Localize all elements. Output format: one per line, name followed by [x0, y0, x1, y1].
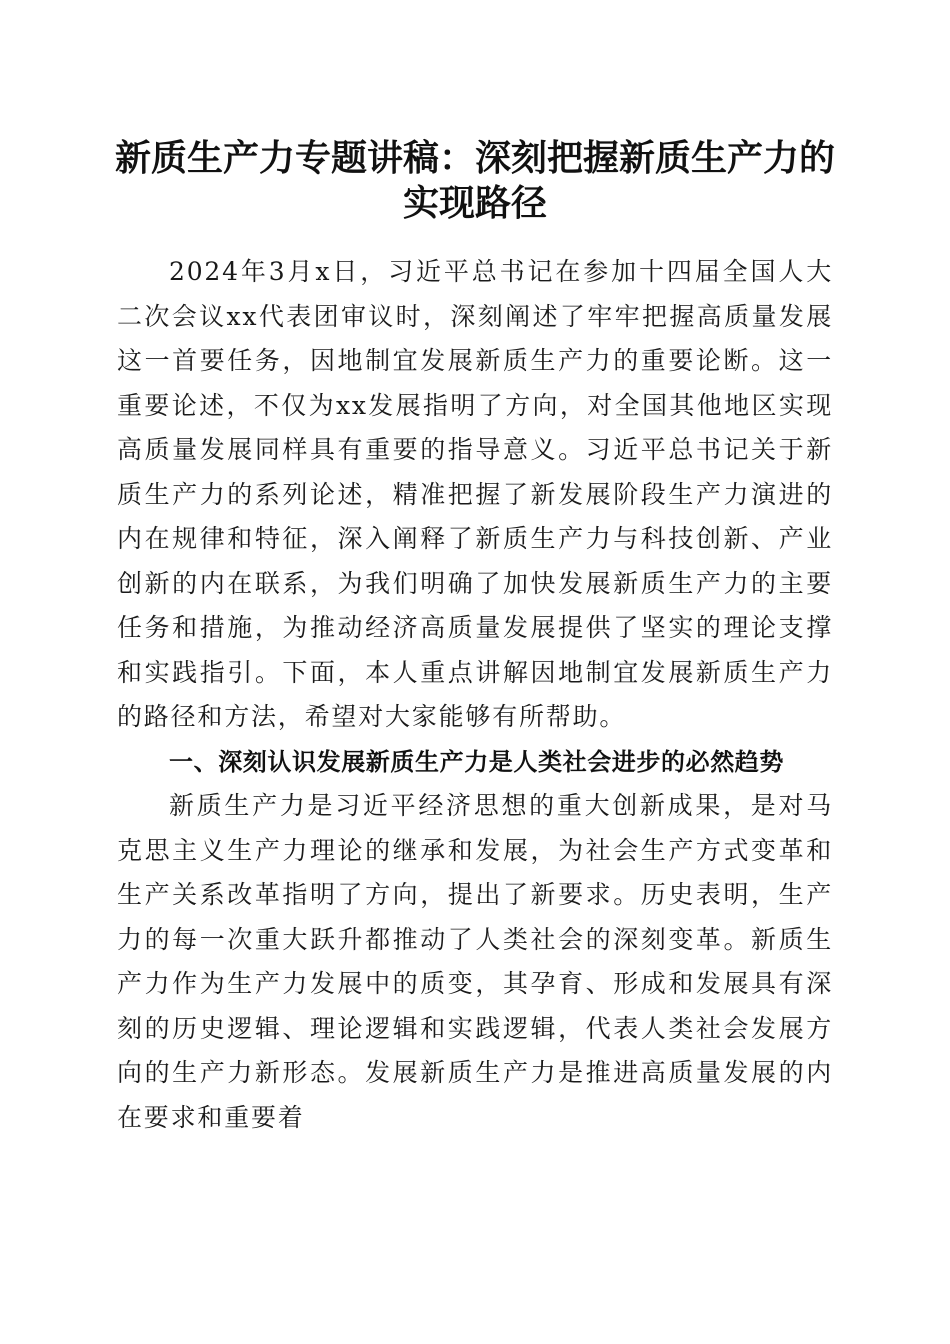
section-heading-1: 一、深刻认识发展新质生产力是人类社会进步的必然趋势: [169, 747, 784, 776]
intro-paragraph: 2024年3月x日，习近平总书记在参加十四届全国人大二次会议xx代表团审议时，深刻阐述了牢牢把握高质量发展这一首要任务，因地制宜发展新质生产力的重要论断。这一重要论述，不仅为xx发展指明了方向，对全国其他地区实现高质量发展同样具有重要的指导意义。习近平总书记关于新质生产力的系列论述，精准把握了新发展阶段生产力演进的内在规律和特征，深入阐释了新质生产力与科技创新、产业创新的内在联系，为我们明确了加快发展新质生产力的主要任务和措施，为推动经济高质量发展提供了坚实的理论支撑和实践指引。下面，本人重点讲解因地制宜发展新质生产力的路径和方法，希望对大家能够有所帮助。: [117, 257, 833, 731]
title-line-1: 新质生产力专题讲稿：深刻把握新质生产力的: [114, 137, 835, 179]
document-title: [110, 136, 840, 226]
title-line-2: 实现路径: [402, 182, 547, 224]
section-1-paragraph: 新质生产力是习近平经济思想的重大创新成果，是对马克思主义生产力理论的继承和发展，为社会生产方式变革和生产关系改革指明了方向，提出了新要求。历史表明，生产力的每一次重大跃升都推动了人类社会的深刻变革。新质生产力作为生产力发展中的质变，其孕育、形成和发展具有深刻的历史逻辑、理论逻辑和实践逻辑，代表人类社会发展方向的生产力新形态。发展新质生产力是推进高质量发展的内在要求和重要着: [117, 791, 833, 1132]
document-body: [117, 250, 833, 1140]
